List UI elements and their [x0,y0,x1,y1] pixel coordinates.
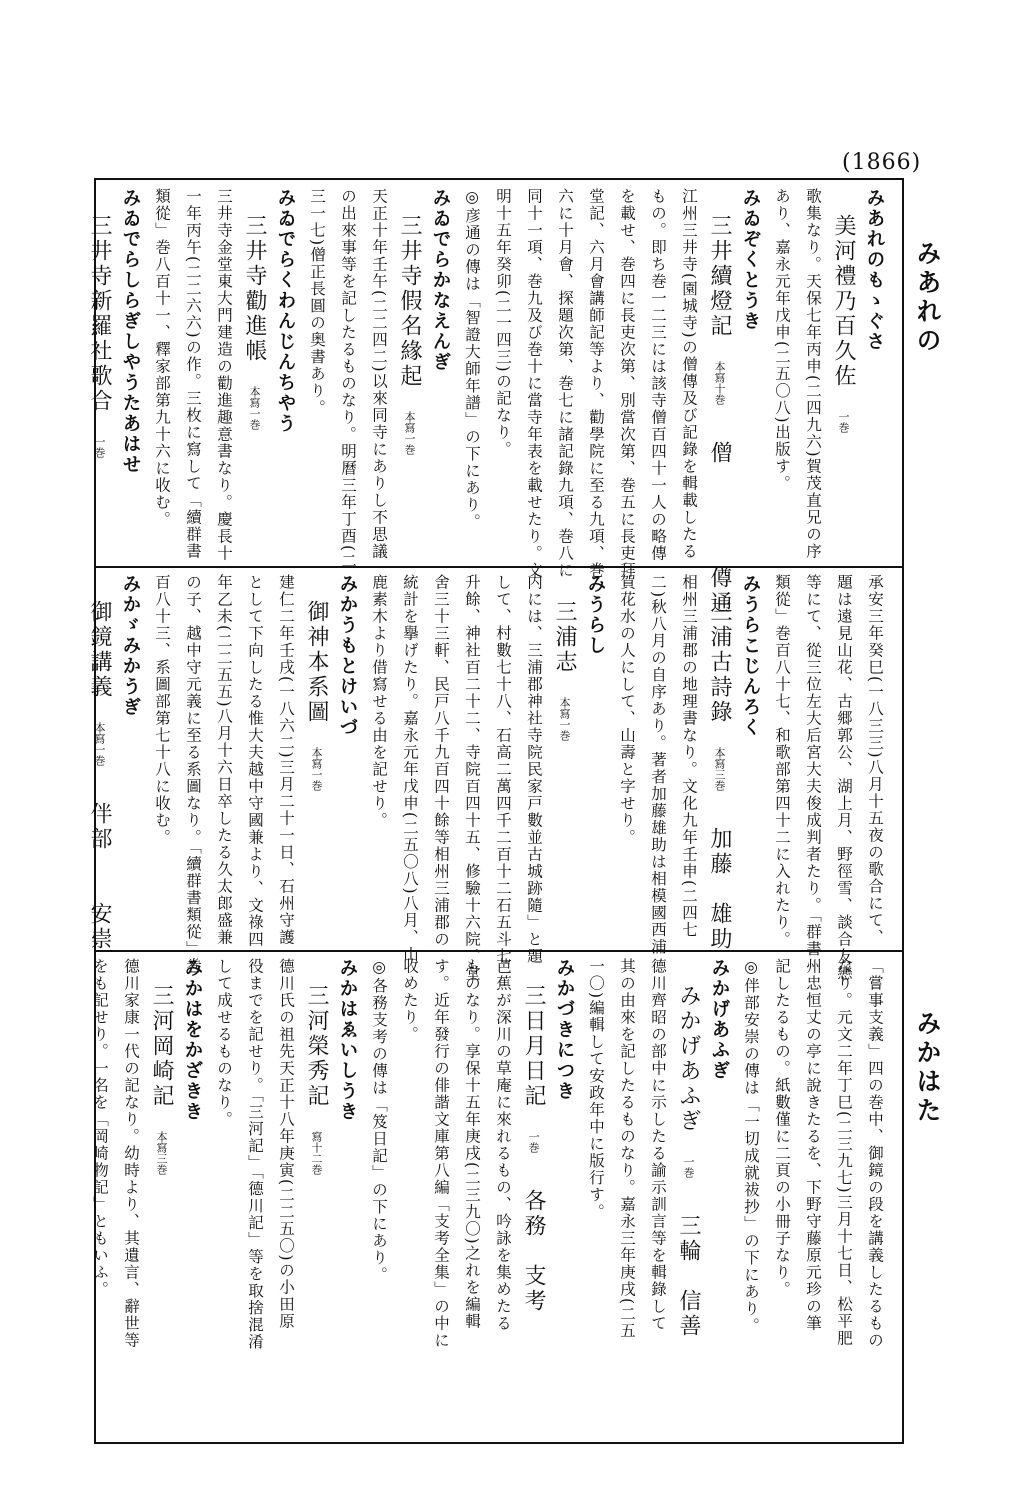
entry-text [270,958,301,1432]
entry-text [84,958,115,1432]
entry-title [394,188,425,560]
entry-text [301,188,332,560]
text-line: して成せるものなり。 [215,958,233,1128]
entry-text [146,188,177,560]
text-line: みゐでらくわんじんちやう [275,188,296,434]
text-line: 百八十三、系圖部第七十八に收む。 [153,574,171,846]
entry-title [828,188,859,560]
volume-note: 本寫一巻 [93,722,106,766]
volume-note: 本寫一巻 [403,411,416,455]
entry-title-text: 三河榮秀記 [304,984,329,1109]
text-line: みかはをかざきき [182,958,203,1122]
text-line: 同十一項、巻九及び巻十に當寺年表を載せたり。文 [525,188,543,579]
text-line: なり。元文二年丁巳(二三九七)三月十七日、松平肥 [835,958,853,1348]
text-line: の子、越中守元義に至る系圖なり。「續群書類從」巻 [184,574,202,975]
entry-reading [270,188,301,560]
text-line: みゐぞくとうき [740,188,761,332]
text-line: 建仁二年壬戌(一八六二)三月二十一日、石州守護 [277,574,295,947]
volume-note: 一巻 [837,411,850,433]
entry-text [177,574,208,975]
entry-author: 三輪 信善 [676,1214,701,1339]
text-line: みかづきにつき [554,958,575,1102]
text-line: 明十五年癸卯(二一四三)の記なり。 [494,188,512,459]
text-line: みうらこじんろく [740,574,761,738]
text-line: して、村數七十八、石高二萬四千二百十二石五斗七 [494,574,512,965]
text-line: みかはゑいしうき [337,958,358,1122]
entry-title [549,574,580,944]
entry-text [766,958,797,1432]
entry-reading [580,574,611,944]
text-line: 德川氏の祖先天正十八年庚寅(二二五〇)の小田原 [277,958,295,1331]
entry-text [828,574,859,982]
entry-title [704,574,735,952]
text-line: 堂記、六月會講師記等より、勸學院に至る九項、巻 [587,188,605,579]
text-line: みゐでらしらぎしやうたあはせ [120,188,141,475]
entry-title-text: 三井寺假名緣起 [397,214,422,389]
text-line: を載せ、巻四に長吏次第、別當次第、巻五に長吏拜 [618,188,636,579]
entry-title-text: みかげあふぎ [676,984,701,1134]
entry-reading [859,188,890,560]
lower-panel [91,958,890,1432]
entry-author: 加藤 雄助 [707,827,732,952]
text-line: 二)秋八月の自序あり。著者加藤雄助は相模國西浦 [649,574,667,956]
entry-reading [115,574,146,944]
entry-title-text: 御鏡講義 [87,600,112,700]
text-line: もの。即ち巻一二三には該寺僧百四十一人の略傳 [649,188,667,562]
text-line: 統計を擧げたり。嘉永元年戊申(二五〇八)八月、山 [401,574,419,964]
volume-note: 本寫一巻 [558,697,571,741]
volume-note: 本寫一巻 [310,747,323,791]
entry-text [611,958,642,1432]
entry-reading [735,188,766,560]
text-line: 題は遠見山花、古郷郭公、湖上月、野徑雪、談合友戀 [835,574,853,982]
text-line: 三井寺金堂東大門建造の勸進趣意書なり。慶長十 [215,188,233,562]
entry-text [270,574,301,947]
entry-title-text: 三浦古詩錄 [707,600,732,725]
entry-text [580,188,611,579]
entry-text [394,958,425,1432]
text-line: 類從」巻八百十一、釋家部第九十六に收む。 [153,188,171,528]
text-line: す。近年發行の俳諧文庫第八編「支考全集」の中に [432,958,450,1349]
entry-title [84,574,115,952]
text-line: 六に十月會、探題次第、巻七に諸記錄九項、巻八に [556,188,574,579]
text-line: 一〇)編輯して安政年中に版行す。 [587,958,605,1221]
entry-text [859,958,890,1432]
text-line: 天正十年壬午(二二四二)以來同寺にありし不思議 [370,188,388,561]
entry-title-text: 美河禮乃百久佐 [831,214,856,389]
entry-reading [115,188,146,560]
entry-text [208,574,239,947]
entry-text [394,574,425,964]
entry-text [332,188,363,570]
volume-note: 本寫十巻 [713,361,726,405]
entry-text [611,188,642,579]
entry-title [146,958,177,1432]
entry-text [363,188,394,560]
entry-text [487,574,518,965]
volume-note: 本寫一巻 [248,386,261,430]
entry-text [239,574,270,948]
entry-title-text: 三河岡崎記 [149,984,174,1109]
entry-text [766,188,797,560]
entry-reading [177,958,208,1432]
text-line: 相州三浦郡の地理書なり。文化九年壬申(二四七 [680,574,698,939]
volume-note: 本寫三巻 [713,747,726,791]
entry-title [673,958,704,1432]
entry-text [859,574,890,947]
entry-title-text: 三井寺勸進帳 [242,214,267,364]
text-line: として下向したる惟大夫越中守國兼より、文祿四 [246,574,264,948]
running-head-lower: みかはた [913,1010,942,1126]
text-line: 收めたり。 [401,958,419,1043]
entry-text [797,574,828,958]
entry-reading [735,574,766,944]
text-line: 賀花水の人にして、山壽と字せり。 [618,574,636,846]
row-divider-upper [94,566,902,568]
text-line: みかげあふぎ [709,958,730,1081]
text-line: ものなり。享保十五年庚戌(二三九〇)之れを編輯 [463,958,481,1331]
entry-reading [704,958,735,1432]
entry-text [456,958,487,1432]
text-line: 州忠恒丈の亭に說きたるを、下野守藤原元珍の筆 [804,958,822,1332]
text-line: 升餘、神社百二十二、寺院百四十五、修驗十六院、堂 [463,574,481,982]
text-line: 三一七)僧正長圓の奥書あり。 [308,188,326,417]
text-line: 德川齊昭の部中に示したる諭示訓言等を輯錄して [649,958,667,1332]
entry-reading [549,958,580,1432]
text-line: 役までを記せり。「三河記」「德川記」等を取捨混淆 [246,958,264,1351]
entry-text [487,188,518,560]
entry-reading [332,574,363,944]
entry-text [828,958,859,1432]
entry-author: 伴部 安崇 [87,802,112,952]
entry-title-text: 三浦志 [552,600,577,675]
entry-title-text: 三日月日記 [521,984,546,1109]
entry-text [735,958,766,1432]
entry-text [115,958,146,1432]
text-line: ◎各務支考の傳は「笈日記」の下にあり。 [370,958,388,1284]
entry-text [363,958,394,1432]
entry-text [425,574,456,948]
entry-text [580,958,611,1432]
text-line: みゐでらかなえんぎ [430,188,451,373]
text-line: ◎伴部安崇の傳は「一切成就祓抄」の下にあり。 [742,958,760,1335]
running-head-upper: みあれの [913,240,942,356]
volume-note: 一巻 [527,1131,540,1153]
entry-text [797,958,828,1432]
entry-text [239,958,270,1432]
entry-text [673,188,704,560]
text-line: みかゞみかうぎ [120,574,141,718]
text-line: ◎彦通の傳は「智證大師年譜」の下にあり。 [463,188,481,531]
text-line: の出來事等を記したるものなり。明曆三年丁酉(二 [339,188,357,570]
text-line: 内には、三浦郡神社寺院民家戸數並古城跡隨」と題 [525,574,543,965]
text-line: 等にて、從三位左大后宮大夫俊成判者たり。「群書 [804,574,822,958]
entry-text [642,958,673,1432]
entry-text [549,188,580,579]
text-line: 類從」巻百八十七、和歌部第四十二に入れたり。 [773,574,791,948]
entry-title [301,958,332,1432]
entry-text [642,574,673,956]
text-line: 歌集なり。天保七年丙申(二四九六)賀茂直兄の序 [804,188,822,561]
entry-text [177,188,208,560]
text-line: みうらし [585,574,606,656]
volume-note: 本寫三巻 [155,1131,168,1175]
entry-text [208,958,239,1432]
entry-text [363,574,394,944]
entry-title [84,188,115,560]
entry-text [766,574,797,948]
entry-author: 僧 僔通 [707,441,732,616]
text-line: 芭蕉が深川の草庵に來れるもの、吟詠を集めたる [494,958,512,1332]
text-line: 舍三十三軒、民戸八千九百四十餘等相州三浦郡の [432,574,450,948]
entry-title [301,574,332,944]
entry-text [456,188,487,560]
entry-title [518,958,549,1432]
entry-text [642,188,673,560]
text-line: 承安三年癸巳(一八三三)八月十五夜の歌合にて、 [866,574,884,947]
text-line: みあれのもゝぐさ [864,188,885,352]
text-line: 鹿素木より借寫せる由を記せり。 [370,574,388,829]
text-line: 記したるもの。紙數僅に二頁の小冊子なり。 [773,958,791,1298]
text-line: 一年丙午(二二六六)の作。三枚に寫して「續群書 [184,188,202,561]
entry-text [456,574,487,982]
entry-text [518,574,549,965]
entry-title-text: 三井續燈記 [707,214,732,339]
entry-text [673,574,704,944]
entry-title-text: 三井寺新羅社歌合 [87,214,112,414]
entry-text [425,958,456,1432]
volume-note: 一巻 [93,436,106,458]
text-line: をも記せり。一名を「岡崎物記」ともいふ。 [91,958,109,1298]
entry-reading [425,188,456,560]
text-line: 年乙未(二二五五)八月十六日卒したる久太郎盛兼 [215,574,233,947]
text-line: 德川家康一代の記なり。幼時より、其遺言、辭世等 [122,958,140,1349]
entry-title-text: 御神本系圖 [304,600,329,725]
volume-note: 一巻 [682,1156,695,1178]
entry-text [146,574,177,944]
middle-panel [87,574,890,982]
entry-text [208,188,239,560]
entry-text [518,188,549,579]
text-line: みかうもとけいづ [337,574,358,738]
entry-reading [332,958,363,1432]
page-number: (1866) [842,150,922,175]
entry-title [704,188,735,616]
entry-author: 各務 支考 [521,1189,546,1314]
entry-text [611,574,642,944]
text-line: 其の由來を記したるものなり。嘉永三年庚戌(二五 [618,958,636,1340]
entry-text [487,958,518,1432]
text-line: 江州三井寺(園城寺)の僧傳及び記錄を輯載したる [680,188,698,561]
entry-title [239,188,270,560]
entry-text [797,188,828,560]
text-line: あり、嘉永元年戊申(二五〇八)出版す。 [773,188,791,493]
volume-note: 寫十二巻 [310,1131,323,1175]
text-line: 「嘗事支義」四の巻中、御鏡の段を講義したるもの [866,958,884,1349]
